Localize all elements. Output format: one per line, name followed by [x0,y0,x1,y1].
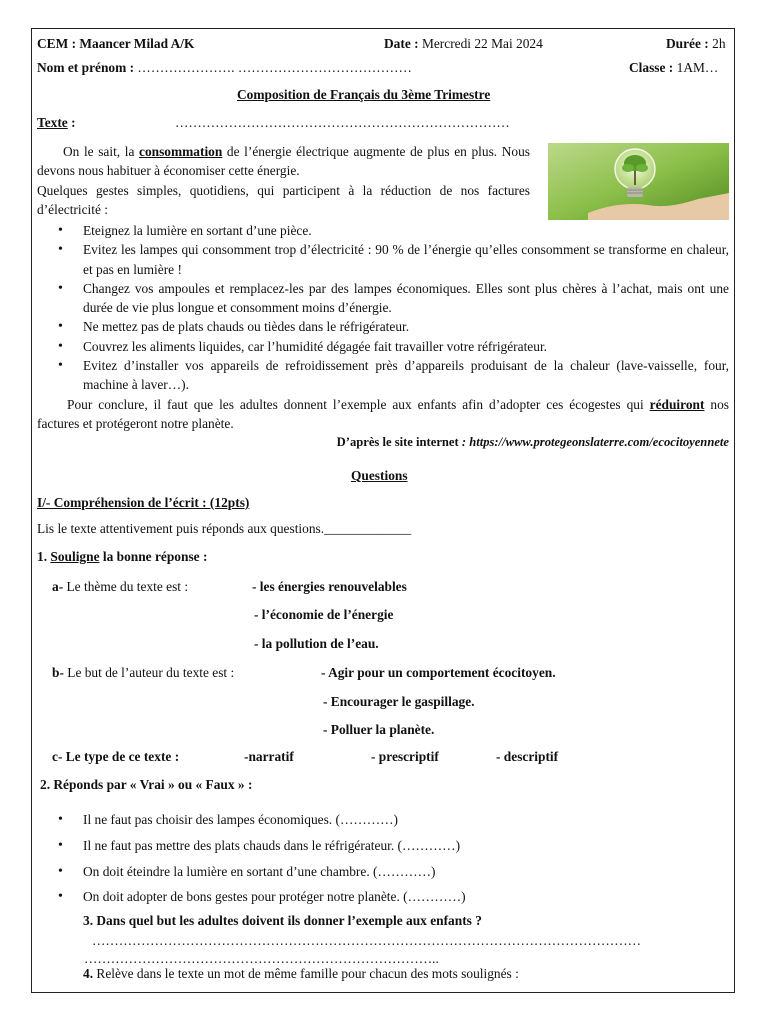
true-false-list [37,810,729,907]
q1c-option[interactable]: - descriptif [496,749,559,764]
questions-title: Questions [351,468,408,483]
school-name: CEM : Maancer Milad A/K [37,36,195,51]
q1a-prompt: a- Le thème du texte est : [52,579,189,594]
tip-item: • Eteignez la lumière en sortant d’une pièce. [37,221,729,240]
q1b-prompt: b- Le but de l’auteur du texte est : [52,665,235,680]
true-false-item[interactable]: • Il ne faut pas mettre des plats chauds dans le réfrigérateur. (…………) [37,836,729,855]
q2-title: 2. Réponds par « Vrai » ou « Faux » : [40,777,253,792]
lightbulb-plant-image [548,143,729,220]
q1c-option[interactable]: - prescriptif [371,749,439,764]
true-false-item[interactable]: • On doit éteindre la lumière en sortant d’une chambre. (…………) [37,862,729,881]
q3-answer-line[interactable]: …………………………………………………………………………………………………………… [92,933,642,948]
q3-answer-line[interactable]: …………………………………………………………………….. [84,951,439,966]
q1b-option[interactable]: - Polluer la planète. [323,722,435,737]
exam-duration: Durée : 2h [666,36,726,51]
intro-paragraph: On le sait, la consommation de l’énergie électrique augmente de plus en plus. Nous devons nous habituer à économiser cette énergie. [37,144,530,179]
q1b-option[interactable]: - Agir pour un comportement écocitoyen. [321,665,556,680]
section-comprehension-title: I/- Compréhension de l’écrit : (12pts) [37,495,250,510]
conclusion-paragraph: Pour conclure, il faut que les adultes donnent l’exemple aux enfants afin d’adopter ces écogestes qui réduiront nos factures et protégeront notre planète. [37,397,729,432]
true-false-item[interactable]: • Il ne faut pas choisir des lampes économiques. (…………) [37,810,729,829]
tip-item: • Ne mettez pas de plats chauds ou tièdes dans le réfrigérateur. [37,317,729,336]
tip-item: • Changez vos ampoules et remplacez-les par des lampes économiques. Elles sont plus chères à l’achat, mais ont une durée de vie plus longue et consomment moins d’énergie. [37,279,729,318]
tip-item: • Evitez les lampes qui consomment trop d’électricité : 90 % de l’énergie qu’elles consomment se transforme en chaleur, et pas en lumière ! [37,240,729,279]
q3-title: 3. Dans quel but les adultes doivent ils donner l’exemple aux enfants ? [83,913,482,928]
q1a-option[interactable]: - les énergies renouvelables [252,579,407,594]
instruction-text: Lis le texte attentivement puis réponds aux questions._____________ [37,521,412,536]
q1a-option[interactable]: - l’économie de l’énergie [254,607,394,622]
tips-list [37,221,729,395]
student-name-field[interactable]: Nom et prénom : …………………. ………………………………… [37,60,412,75]
exam-date: Date : Mercredi 22 Mai 2024 [384,36,543,51]
tip-item: • Evitez d’installer vos appareils de refroidissement près d’appareils produisant de la chaleur (lave-vaisselle, four, machine à laver…). [37,356,729,395]
class-field: Classe : 1AM… [629,60,719,75]
intro-paragraph-2: Quelques gestes simples, quotidiens, qui participent à la réduction de nos factures d’électricité : [37,182,530,217]
true-false-item[interactable]: • On doit adopter de bons gestes pour protéger notre planète. (…………) [37,887,729,906]
q1b-option[interactable]: - Encourager le gaspillage. [323,694,475,709]
text-title-line: Texte : [37,115,76,130]
q1-title: 1. Souligne la bonne réponse : [37,549,208,564]
q4-title: 4. Relève dans le texte un mot de même famille pour chacun des mots soulignés : [83,966,519,981]
q1a-option[interactable]: - la pollution de l’eau. [254,636,379,651]
q1c-prompt: c- Le type de ce texte : [52,749,180,764]
exam-title: Composition de Français du 3ème Trimestre [237,87,491,102]
tip-item: • Couvrez les aliments liquides, car l’humidité dégagée fait travailler votre réfrigérateur. [37,337,729,356]
source-citation: D’après le site internet : https://www.protegeonslaterre.com/ecocitoyennete [336,435,729,449]
q1c-option[interactable]: -narratif [244,749,294,764]
text-title-dots: ………………………………………………………………… [175,115,510,130]
